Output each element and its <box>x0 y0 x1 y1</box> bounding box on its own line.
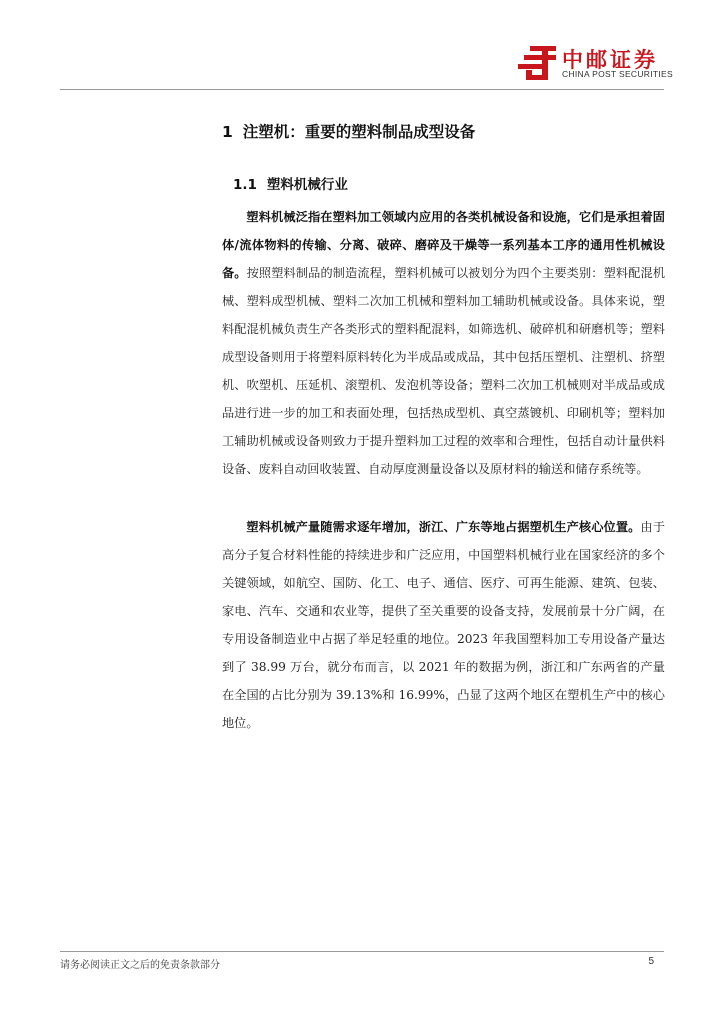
logo-chinese-name: 中邮证券 <box>562 48 658 72</box>
paragraph-lead: 塑料机械泛指在塑料加工领域内应用的各类机械设备和设施，它们是承担着固体/流体物料的传输、分离、破碎、磨碎及干燥等一系列基本工序的通用性机械设备。 <box>222 210 665 280</box>
paragraph <box>222 203 665 483</box>
subsection-title: 塑料机械行业 <box>266 177 348 193</box>
paragraph-body: 按照塑料制品的制造流程，塑料机械可以被划分为四个主要类别：塑料配混机械、塑料成型机械、塑料二次加工机械和塑料加工辅助机械或设备。具体来说，塑料配混机械负责生产各类形式的塑料配混料，如筛选机、破碎机和研磨机等；塑料成型设备则用于将塑料原料转化为半成品或成品，其中包括压塑机、注塑机、挤塑机、吹塑机、压延机、滚塑机、发泡机等设备；塑料二次加工机械则对半成品或成品进行进一步的加工和表面处理，包括热成型机、真空蒸镀机、印刷机等；塑料加工辅助机械或设备则致力于提升塑料加工过程的效率和合理性，包括自动计量供料设备、废料自动回收装置、自动厚度测量设备以及原材料的输送和储存系统等。 <box>222 266 666 476</box>
section-number: 1 <box>222 123 233 141</box>
paragraph-body: 由于高分子复合材料性能的持续进步和广泛应用，中国塑料机械行业在国家经济的多个关键领域，如航空、国防、化工、电子、通信、医疗、可再生能源、建筑、包装、家电、汽车、交通和农业等，提供了至关重要的设备支持，发展前景十分广阔，在专用设备制造业中占据了举足轻重的地位。2023 年我国塑料加工专用设备产量达到了 38.99 万台，就分布而言，以 2021 年的数据为例，浙江和广东两省的产量在全国的占比分别为 39.13%和 16.99%，凸显了这两个地区在塑机生产中的核心地位。 <box>222 520 666 730</box>
header-divider <box>60 89 664 90</box>
section-title: 注塑机：重要的塑料制品成型设备 <box>242 123 476 141</box>
paragraph <box>222 513 665 737</box>
page-number: 5 <box>648 956 654 967</box>
logo-english-name: CHINA POST SECURITIES <box>562 69 673 79</box>
page-header <box>0 0 724 90</box>
brand-logo <box>516 44 673 84</box>
section-heading <box>222 120 475 142</box>
china-post-logo-icon <box>516 44 560 82</box>
disclaimer-text: 请务必阅读正文之后的免责条款部分 <box>60 960 220 971</box>
subsection-number: 1.1 <box>233 177 257 193</box>
footer-divider <box>60 951 664 952</box>
paragraph-lead: 塑料机械产量随需求逐年增加，浙江、广东等地占据塑机生产核心位置。 <box>246 520 641 534</box>
subsection-heading <box>233 173 348 193</box>
